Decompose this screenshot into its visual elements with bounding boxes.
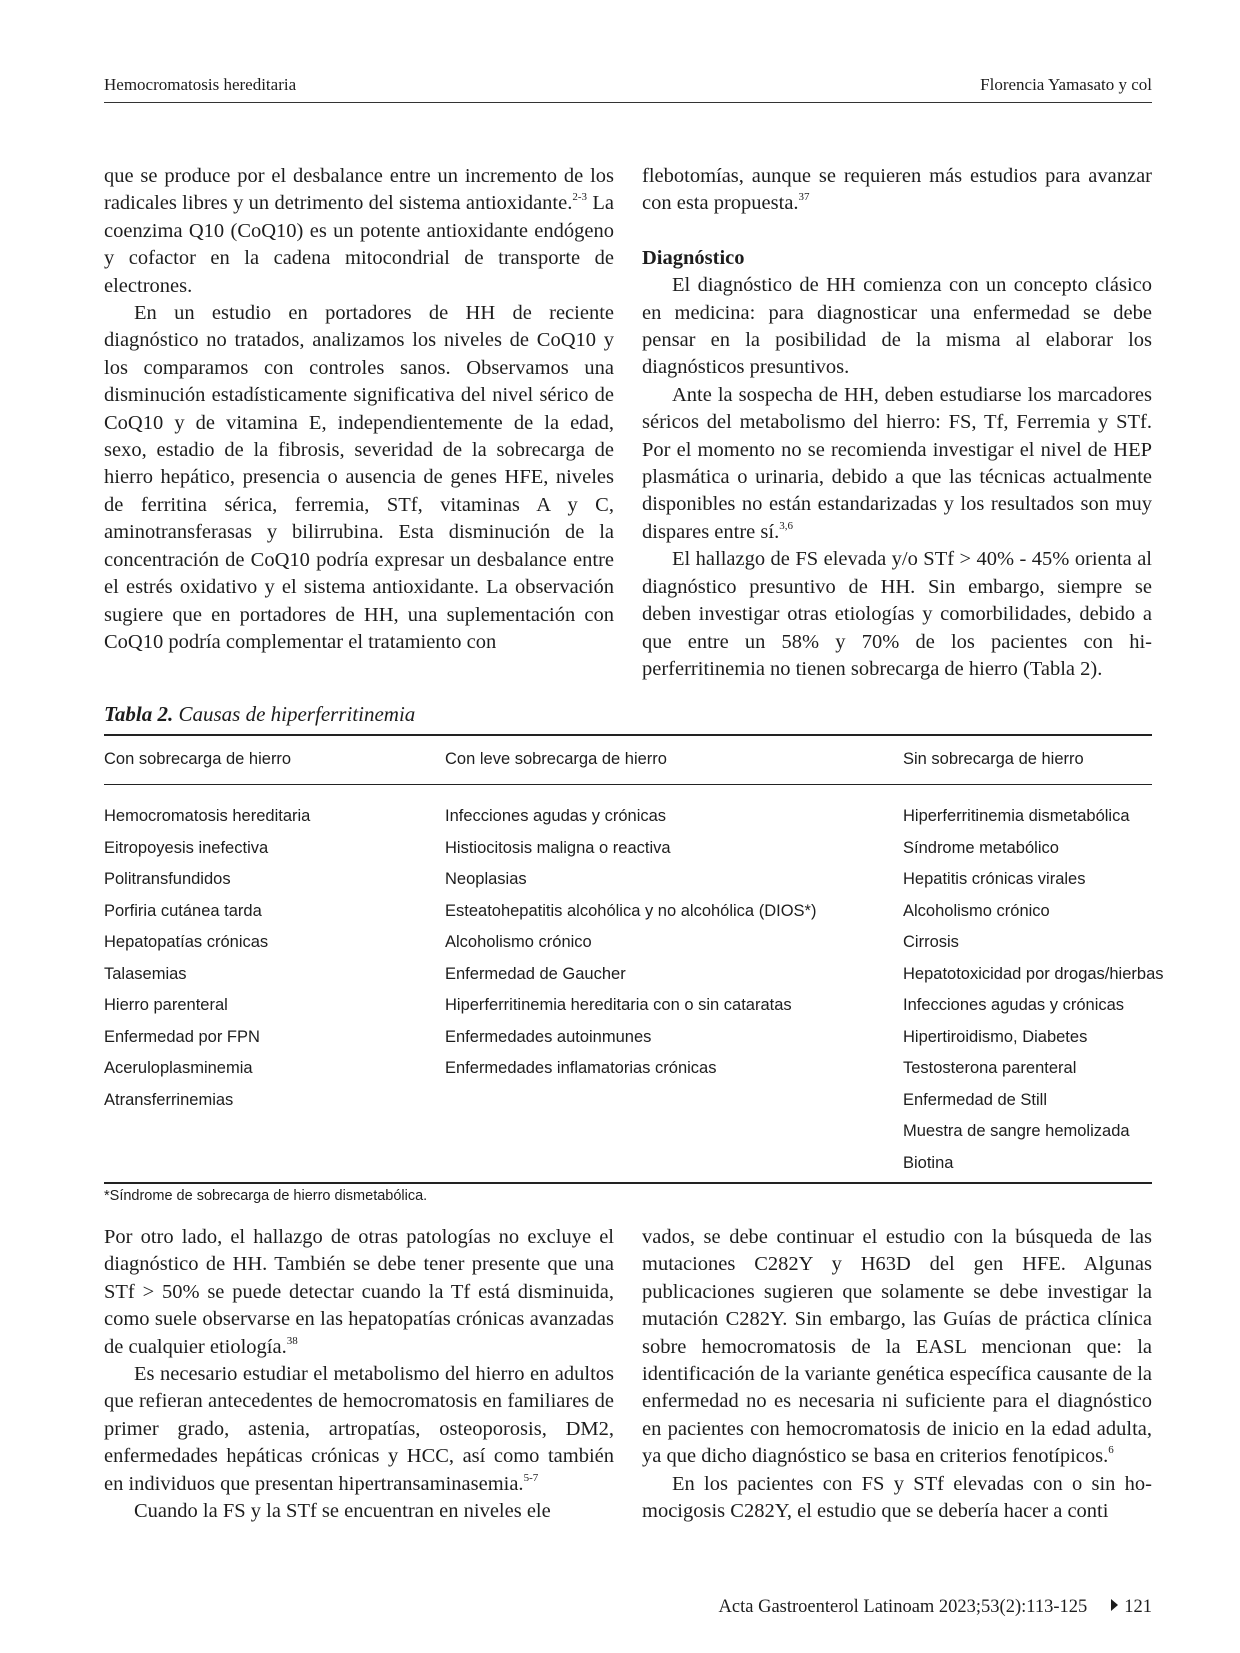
table-cell: Infecciones agudas y crónicas [445, 807, 667, 825]
section-heading: Diagnóstico [642, 246, 745, 269]
running-footer [719, 1597, 1152, 1618]
header-authors: Florencia Yamasato y col [980, 75, 1152, 94]
table-footnote: *Síndrome de sobrecarga de hierro dismetabólica. [104, 1188, 428, 1204]
table-column-iron-overload [104, 801, 310, 1116]
table-cell: Síndrome metabólico [903, 838, 1059, 857]
table-header-cell: Con leve sobrecarga de hierro [445, 750, 667, 768]
table-header-cell: Sin sobrecarga de hierro [903, 750, 1084, 768]
paragraph: vados, se debe continuar el estudio con la búsqueda de las mutaciones C282Y y H63D del gen HFE. Algunas publicaciones sugieren que solamente se debe investigar la mutación C282Y. Sin embargo, las Guías de práctica clínica sobre hemocromatosis de la EASL mencionan que: la identificación de la variante genética específica causante de la enfermedad no es necesaria ni suficiente para el diagnóstico en pacientes con hemocromatosis de inicio en la edad adulta, ya que dicho diagnóstico se basa en criterios fenotípicos.$^6$ [642, 1226, 1152, 1468]
table-cell: Testosterona parenteral [903, 1059, 1077, 1077]
table-cell: Infecciones agudas y crónicas [903, 996, 1125, 1014]
paragraph: Ante la sospecha de HH, deben estudiarse los marcadores séricos del metabolismo del hierro: FS, Tf, Ferremia y STf. Por el momento no se recomienda investigar el nivel de HEP plasmática o urinaria, debido a que las técnicas actualmente disponibles no están estandarizadas y los resultados son muy dispares entre sí.$^{3,6}$ [642, 383, 1152, 543]
table-cell: Atransferrinemias [104, 1090, 234, 1109]
table-label: Tabla 2. [104, 702, 174, 726]
citation[interactable]: 38 [286, 1334, 298, 1347]
journal-citation: Acta Gastroenterol Latinoam 2023;53(2):113-125 [718, 1597, 1088, 1617]
table-cell: Hierro parenteral [104, 996, 228, 1014]
table-column-mild-overload [445, 801, 816, 1085]
table-column-no-overload [903, 801, 1164, 1179]
causes-table [104, 734, 1164, 1184]
table-cell: Enfermedades autoinmunes [445, 1027, 652, 1046]
top-right-column [642, 163, 1152, 683]
table-header-row [104, 736, 1152, 785]
top-left-column [104, 163, 614, 656]
paragraph: que se produce por el desbalance entre un incremento de los radicales libres y un detrimento del sistema antioxidante.$^{2-3}$ La coenzima Q10 (CoQ10) es un potente antioxidante endógeno y cofactor en la cadena mitocondrial de transporte de electrones. [104, 165, 614, 297]
citation[interactable]: 3,6 [779, 519, 793, 532]
table-cell: Alcoholismo crónico [445, 933, 592, 951]
paragraph: Es necesario estudiar el metabolismo del hierro en adultos que refieran antecedentes de hemocromatosis en familiares de primer grado, astenia, artropatías, osteoporosis, DM2, enfermedades hepáticas crónicas y HCC, así como también en individuos que presentan hipertransaminasemia.$^{5-7}$ [104, 1363, 614, 1495]
page-number: 121 [1124, 1597, 1152, 1617]
table-cell: Porfiria cutánea tarda [104, 901, 262, 920]
page-arrow-icon [1111, 1599, 1118, 1611]
table-cell: Alcoholismo crónico [903, 901, 1050, 920]
table-cell: Hiperferritinemia dismetabólica [903, 807, 1130, 825]
paragraph: Por otro lado, el hallazgo de otras patologías no excluye el diagnóstico de HH. También se debe tener presente que una STf > 50% se puede detectar cuando la Tf está disminuida, como suele observarse en las hepatopatías crónicas avanzadas de cualquier etiología.$^{38}$ [104, 1226, 614, 1358]
header-article-title: Hemocromatosis hereditaria [104, 75, 297, 94]
citation[interactable]: 37 [798, 191, 810, 204]
paragraph: En un estudio en portadores de HH de reciente diagnóstico no tratados, analizamos los niveles de CoQ10 y los comparamos con controles sanos. Observamos una disminución estadísticamente significativa del nivel sérico de CoQ10 y de vitamina E, independientemente de la edad, sexo, estadio de la fibrosis, severidad de la sobrecarga de hierro hepático, presencia o ausencia de genes HFE, niveles de ferritina sérica, ferremia, STf, vitaminas A y C, aminotransferasas y bilirrubina. Esta disminución de la concentración de CoQ10 podría expresar un desbalance entre el estrés oxidativo y el sistema antioxidante. La observación sugiere que en portadores de HH, una suplementación con CoQ10 podría complementar el tratamiento con [104, 302, 614, 653]
table-cell: Aceruloplasminemia [104, 1059, 253, 1077]
table-caption [104, 702, 415, 727]
table-cell: Politransfundidos [104, 870, 231, 888]
table-cell: Hepatotoxicidad por drogas/hierbas [903, 964, 1164, 983]
table-cell: Hiperferritinemia hereditaria con o sin cataratas [445, 996, 792, 1014]
table-cell: Muestra de sangre hemolizada [903, 1122, 1130, 1140]
table-cell: Enfermedad por FPN [104, 1027, 260, 1046]
table-header-cell: Con sobrecarga de hierro [104, 750, 292, 768]
table-cell: Cirrosis [903, 933, 959, 951]
table-cell: Enfermedades inflamatorias crónicas [445, 1059, 717, 1077]
table-cell: Biotina [903, 1153, 954, 1172]
paragraph: En los pacientes con FS y STf elevadas con o sin homocigosis C282Y, el estudio que se debería hacer a conti [642, 1472, 1152, 1523]
table-cell: Enfermedad de Gaucher [445, 964, 626, 983]
table-cell: Hemocromatosis hereditaria [104, 807, 311, 825]
table-cell: Histiocitosis maligna o reactiva [445, 838, 671, 857]
paragraph: El diagnóstico de HH comienza con un concepto clásico en medicina: para diagnosticar una enfermedad se debe pensar en la posibilidad de la misma al elaborar los diagnósticos presuntivos. [642, 274, 1152, 379]
citation[interactable]: 2-3 [572, 191, 588, 204]
table-cell: Eitropoyesis inefectiva [104, 838, 269, 857]
table-title: Causas de hiperferritinemia [178, 702, 416, 726]
paragraph: El hallazgo de FS elevada y/o STf > 40% - 45% orienta al diagnóstico presuntivo de HH. Sin embargo, siempre se deben investigar otras etiologías y comorbilidades, debido a que entre un 58% y 70% de los pacientes con hiperferritinemia no tienen sobrecarga de hierro (Tabla 2). [642, 548, 1152, 680]
table-cell: Hipertiroidismo, Diabetes [903, 1027, 1088, 1046]
paragraph: flebotomías, aunque se requieren más estudios para avanzar con esta propuesta.$^{37}$ [642, 165, 1152, 215]
table-cell: Hepatopatías crónicas [104, 933, 269, 951]
bottom-left-column [104, 1224, 614, 1525]
paragraph: Cuando la FS y la STf se encuentran en niveles ele [134, 1500, 551, 1523]
citation[interactable]: 6 [1108, 1444, 1114, 1457]
table-cell: Talasemias [104, 964, 187, 983]
table-cell: Neoplasias [445, 870, 527, 888]
table-cell: Hepatitis crónicas virales [903, 870, 1086, 888]
bottom-right-column [642, 1224, 1152, 1525]
citation[interactable]: 5-7 [523, 1471, 539, 1484]
table-cell: Enfermedad de Still [903, 1090, 1047, 1109]
running-header [104, 72, 1152, 103]
table-cell: Esteatohepatitis alcohólica y no alcohólica (DIOS*) [445, 901, 817, 920]
